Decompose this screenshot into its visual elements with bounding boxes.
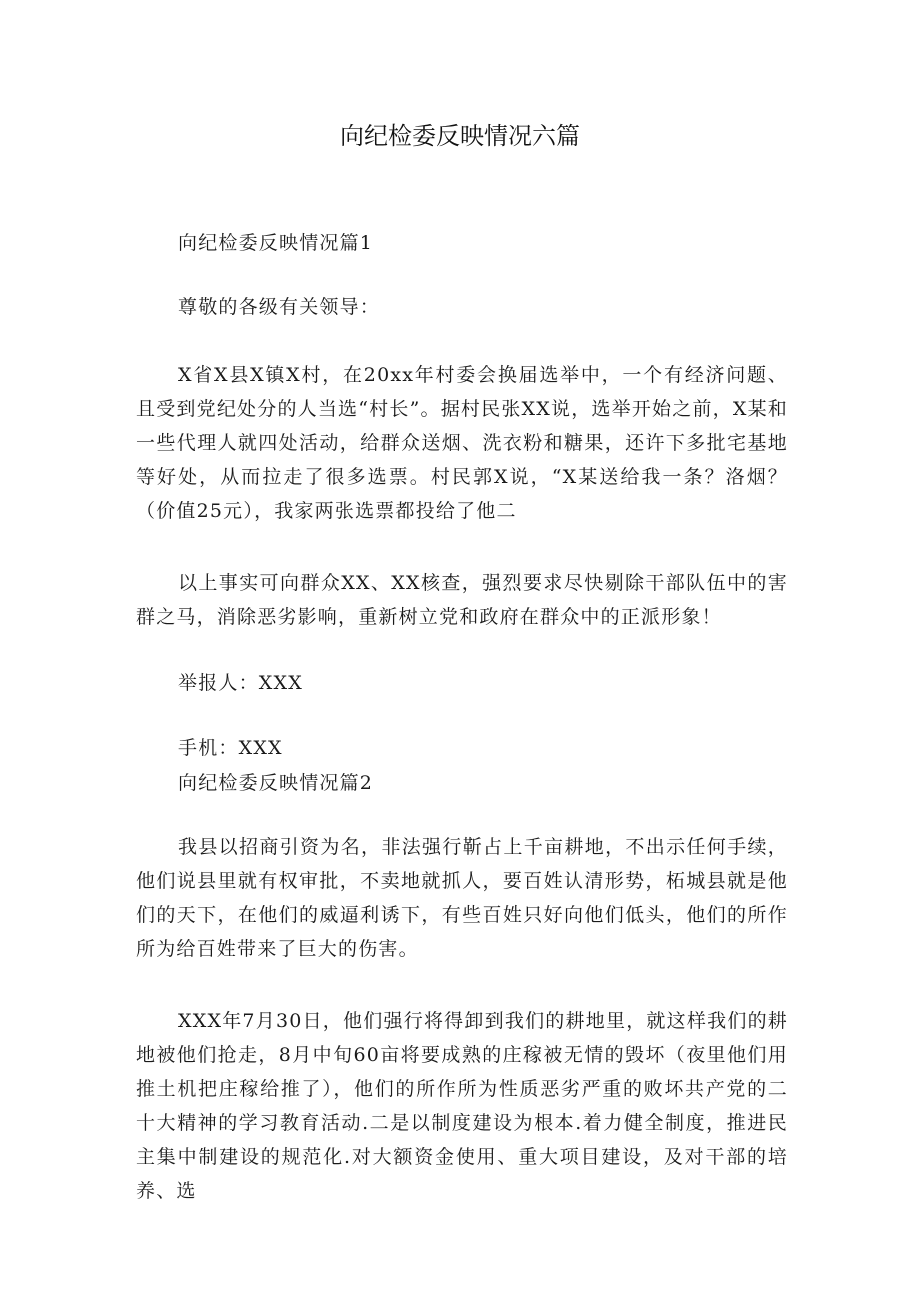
section1-paragraph-1: X省X县X镇X村，在20xx年村委会换届选举中，一个有经济问题、且受到党纪处分的人当选“村长”。据村民张XX说，选举开始之前，X某和一些代理人就四处活动，给群众送烟、洗衣粉和糖果，还许下多批宅基地等好处，从而拉走了很多选票。村民郭X说，“X某送给我一条？洛烟？（价值25元），我家两张选票都投给了他二 xyxy=(136,364,788,522)
document-title: 向纪检委反映情况六篇 xyxy=(340,122,580,150)
section2-paragraph-1: 我县以招商引资为名，非法强行靳占上千亩耕地，不出示任何手续，他们说县里就有权审批，不卖地就抓人，要百姓认清形势，柘城县就是他们的天下，在他们的威逼利诱下，有些百姓只好向他们低头，他们的所作所为给百姓带来了巨大的伤害。 xyxy=(136,836,788,960)
section2-paragraph-2: XXX年7月30日，他们强行将得卸到我们的耕地里，就这样我们的耕地被他们抢走，8月中旬60亩将要成熟的庄稼被无情的毁坏（夜里他们用推土机把庄稼给推了），他们的所作所为性质恶劣严重的败坏共产党的二十大精神的学习教育活动.二是以制度建设为根本.着力健全制度，推进民主集中制建设的规范化.对大额资金使用、重大项目建设，及对干部的培养、选 xyxy=(136,1010,788,1202)
salutation: 尊敬的各级有关领导： xyxy=(178,296,381,318)
section1-heading: 向纪检委反映情况篇1 xyxy=(178,232,374,254)
reporter-line: 举报人：XXX xyxy=(178,672,303,694)
section1-paragraph-2: 以上事实可向群众XX、XX核查，强烈要求尽快剔除干部队伍中的害群之马，消除恶劣影响，重新树立党和政府在群众中的正派形象！ xyxy=(136,572,788,628)
section2-heading: 向纪检委反映情况篇2 xyxy=(178,772,374,794)
phone-line: 手机：XXX xyxy=(178,737,283,759)
